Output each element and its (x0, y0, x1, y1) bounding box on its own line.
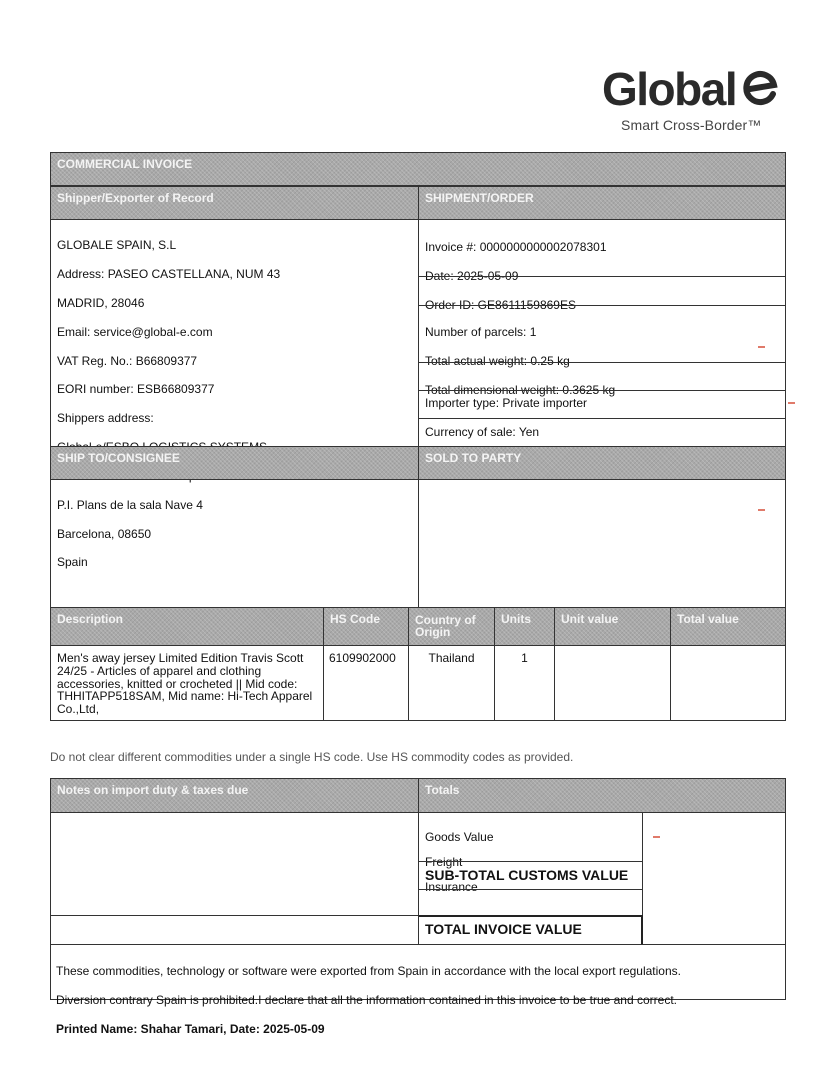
shipper-line: GLOBALE SPAIN, S.L (57, 238, 177, 253)
item-hs-code: 6109902000 (329, 651, 396, 665)
col-country-header: Country of Origin (408, 607, 495, 646)
shipper-line: Address: PASEO CASTELLANA, NUM 43 (57, 267, 281, 282)
red-mark (758, 509, 765, 511)
table-cell (670, 645, 786, 721)
notes-header: Notes on import duty & taxes due (50, 778, 419, 813)
declaration-line: These commodities, technology or software were exported from Spain in accordance with the local export regulations. (56, 964, 681, 979)
notes-box (50, 812, 419, 916)
totals-empty-cell (418, 889, 643, 916)
item-units: 1 (521, 651, 528, 665)
shipment-header: SHIPMENT/ORDER (418, 186, 786, 220)
shipment-empty-cell (418, 362, 786, 391)
shipper-eori: EORI number: ESB66809377 (57, 382, 215, 397)
item-description: Men's away jersey Limited Edition Travis Scott 24/25 - Articles of apparel and clothing accessories, knitted or crocheted || Mid code: THHITAPP518SAM, Mid name: Hi-Tech Apparel Co.,Ltd, (57, 651, 313, 717)
printed-name: Printed Name: Shahar Tamari, Date: 2025-05-09 (56, 1022, 325, 1037)
shipper-line: Spain (57, 555, 88, 570)
notes-empty-row (50, 915, 419, 945)
shipper-header: Shipper/Exporter of Record (50, 186, 419, 220)
col-total-value-header: Total value (670, 607, 786, 646)
hs-code-note: Do not clear different commodities under a single HS code. Use HS commodity codes as provided. (50, 750, 574, 764)
shipper-line: Shippers address: (57, 411, 154, 426)
shipment-empty-cell (418, 276, 786, 306)
invoice-number: Invoice #: 0000000000002078301 (425, 240, 607, 255)
col-description-header: Description (50, 607, 324, 646)
total-invoice-value: TOTAL INVOICE VALUE (425, 921, 582, 937)
declaration-line: Diversion contrary Spain is prohibited.I declare that all the information contained in this invoice to be true and correct. (56, 993, 677, 1008)
shipper-line: MADRID, 28046 (57, 296, 145, 311)
sold-to-box (418, 479, 786, 608)
red-mark (758, 346, 765, 348)
shipper-line: P.I. Plans de la sala Nave 4 (57, 497, 203, 512)
col-units-header: Units (494, 607, 555, 646)
brand-logo (598, 62, 798, 142)
freight-label: Freight (425, 854, 463, 869)
shipper-vat: VAT Reg. No.: B66809377 (57, 353, 198, 368)
invoice-date: Date: 2025-05-09 (425, 269, 519, 284)
declaration-text (56, 950, 782, 1051)
col-hs-code-header: HS Code (323, 607, 409, 646)
global-e-swirl-icon (742, 70, 780, 108)
order-id: Order ID: GE8611159869ES (425, 298, 576, 313)
totals-header: Totals (418, 778, 786, 813)
logo-wordmark: Global (602, 63, 737, 115)
col-unit-value-header: Unit value (554, 607, 671, 646)
shipper-line: Barcelona, 08650 (57, 526, 152, 541)
table-cell (554, 645, 671, 721)
item-country: Thailand (428, 651, 475, 665)
red-mark (788, 402, 795, 404)
actual-weight: Total actual weight: 0.25 kg (425, 354, 570, 369)
currency-of-sale: Currency of sale: Yen (425, 425, 540, 439)
subtotal-customs-value: SUB-TOTAL CUSTOMS VALUE (425, 867, 629, 883)
insurance-label: Insurance (425, 879, 478, 894)
ship-to-box (50, 479, 419, 608)
parcel-count: Number of parcels: 1 (425, 325, 537, 340)
red-mark (653, 836, 660, 838)
goods-value-label: Goods Value (425, 829, 494, 844)
ship-to-header: SHIP TO/CONSIGNEE (50, 446, 419, 480)
shipper-email: Email: service@global-e.com (57, 324, 213, 339)
dimensional-weight: Total dimensional weight: 0.3625 kg (425, 383, 616, 398)
importer-type: Importer type: Private importer (425, 396, 588, 410)
logo-tagline: Smart Cross-Border™ (621, 117, 762, 133)
invoice-title: COMMERCIAL INVOICE (50, 152, 786, 186)
sold-to-header: SOLD TO PARTY (418, 446, 786, 480)
